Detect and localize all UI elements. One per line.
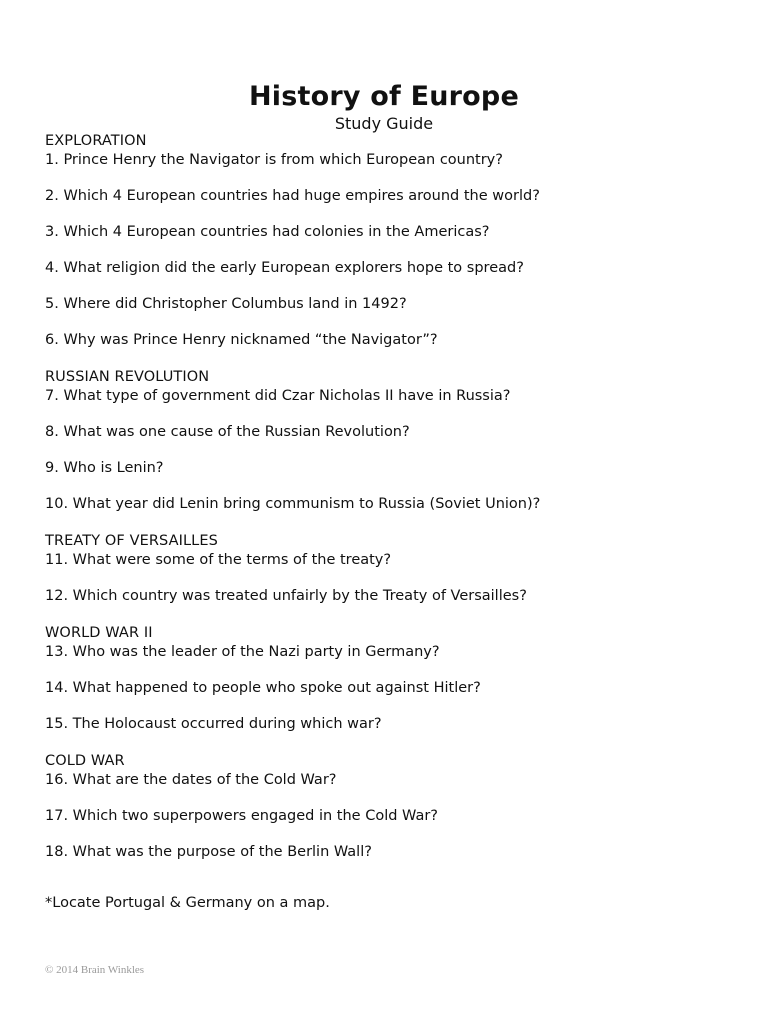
section-heading: WORLD WAR II: [45, 625, 153, 641]
question-18: 18. What was the purpose of the Berlin Wall?: [45, 844, 372, 860]
question-2: 2. Which 4 European countries had huge empires around the world?: [45, 188, 540, 204]
question-11: 11. What were some of the terms of the treaty?: [45, 552, 392, 568]
section-heading: TREATY OF VERSAILLES: [45, 533, 218, 549]
question-15: 15. The Holocaust occurred during which war?: [45, 716, 382, 732]
question-8: 8. What was one cause of the Russian Revolution?: [45, 424, 410, 440]
map-note: *Locate Portugal & Germany on a map.: [45, 895, 330, 911]
document-title: History of Europe: [249, 81, 519, 112]
document-subtitle: Study Guide: [334, 114, 434, 133]
question-7: 7. What type of government did Czar Nicholas II have in Russia?: [45, 388, 511, 404]
section-treaty-of-versailles: [45, 532, 745, 606]
question-4: 4. What religion did the early European explorers hope to spread?: [45, 260, 524, 276]
question-17: 17. Which two superpowers engaged in the Cold War?: [45, 808, 438, 824]
question-12: 12. Which country was treated unfairly by the Treaty of Versailles?: [45, 588, 527, 604]
question-10: 10. What year did Lenin bring communism to Russia (Soviet Union)?: [45, 496, 541, 512]
question-6: 6. Why was Prince Henry nicknamed “the Navigator”?: [45, 332, 438, 348]
question-sections: [45, 132, 745, 862]
section-heading: COLD WAR: [45, 753, 125, 769]
question-13: 13. Who was the leader of the Nazi party in Germany?: [45, 644, 440, 660]
section-heading: EXPLORATION: [45, 133, 147, 149]
question-5: 5. Where did Christopher Columbus land in 1492?: [45, 296, 407, 312]
question-9: 9. Who is Lenin?: [45, 460, 164, 476]
section-russian-revolution: [45, 368, 745, 514]
section-cold-war: [45, 752, 745, 862]
section-exploration: [45, 132, 745, 350]
section-world-war-ii: [45, 624, 745, 734]
question-14: 14. What happened to people who spoke out against Hitler?: [45, 680, 481, 696]
copyright-footer: © 2014 Brain Winkles: [45, 964, 145, 976]
question-16: 16. What are the dates of the Cold War?: [45, 772, 337, 788]
section-heading: RUSSIAN REVOLUTION: [45, 369, 210, 385]
question-3: 3. Which 4 European countries had colonies in the Americas?: [45, 224, 490, 240]
question-1: 1. Prince Henry the Navigator is from which European country?: [45, 152, 503, 168]
